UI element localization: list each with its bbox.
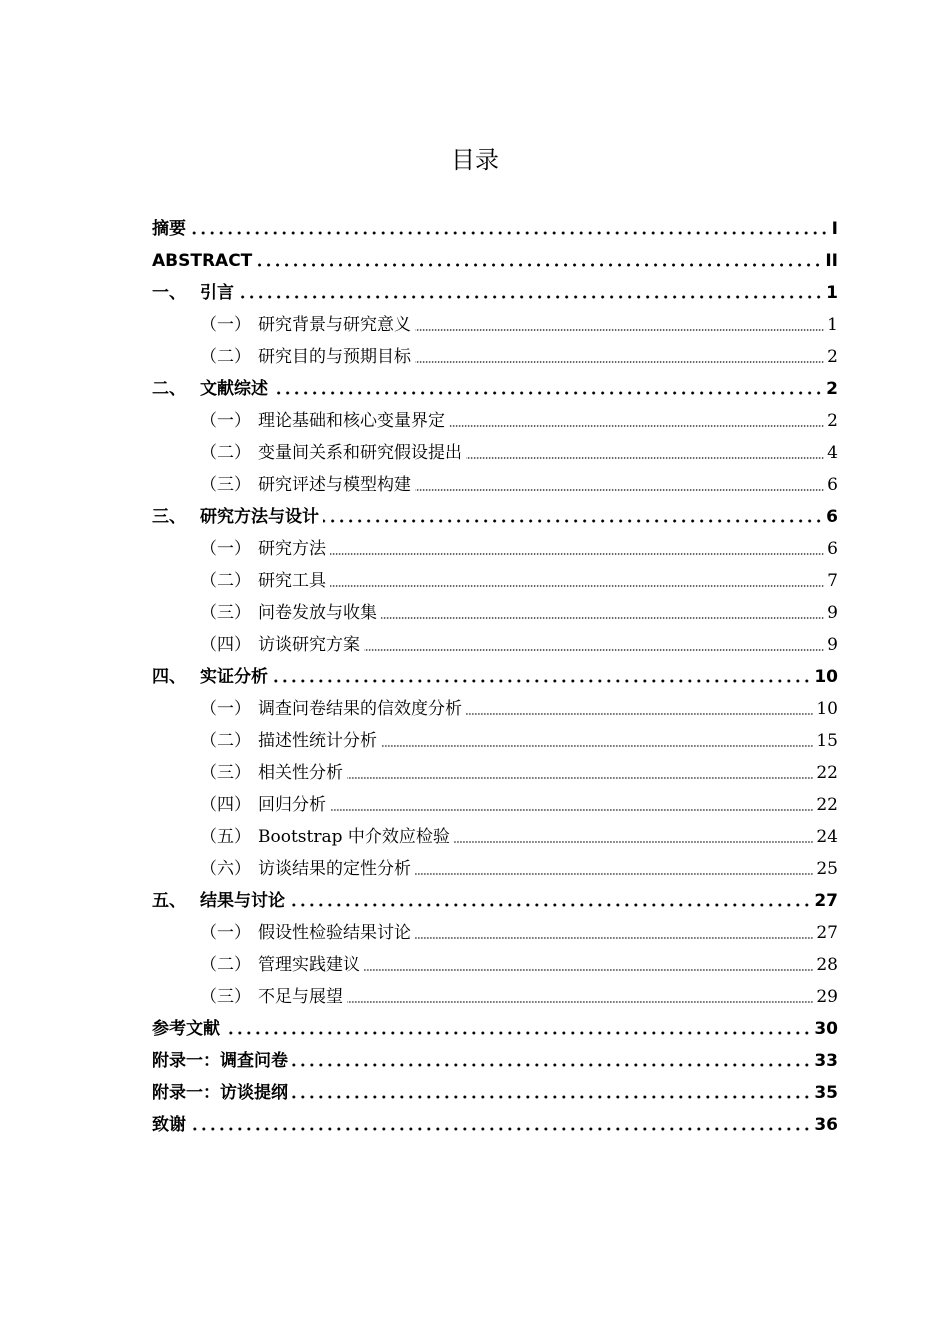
toc-entry-label: Bootstrap 中介效应检验 (258, 827, 450, 847)
toc-entry-number: （六） (200, 859, 251, 879)
toc-entry-number: （一） (200, 315, 251, 335)
toc-entry-label: 研究工具 (258, 571, 326, 591)
toc-section-entry[interactable] (152, 596, 838, 628)
dot-leader (347, 1001, 813, 1003)
toc-entry-page-number: 6 (827, 539, 838, 559)
toc-entry-label: 附录一：访谈提纲 (152, 1083, 288, 1103)
toc-chapter-entry[interactable] (152, 1108, 838, 1140)
toc-entry-number: （一） (200, 411, 251, 431)
toc-chapter-entry[interactable] (152, 244, 838, 276)
dot-leader (272, 679, 811, 683)
toc-section-entry[interactable] (152, 852, 838, 884)
toc-entry-label: 假设性检验结果讨论 (258, 923, 411, 943)
toc-entry-number: （二） (200, 571, 251, 591)
toc-entry-page-number: 33 (814, 1051, 838, 1071)
toc-entry-page-number: 29 (816, 987, 838, 1007)
toc-entry-label: 研究方法 (258, 539, 326, 559)
toc-entry-label: 调查问卷结果的信效度分析 (258, 699, 462, 719)
toc-section-entry[interactable] (152, 692, 838, 724)
dot-leader (415, 329, 824, 331)
toc-entry-page-number: 27 (814, 891, 838, 911)
toc-entry-number: （四） (200, 635, 251, 655)
toc-entry-page-number: 2 (827, 411, 838, 431)
toc-chapter-entry[interactable] (152, 660, 838, 692)
toc-entry-number: （二） (200, 443, 251, 463)
toc-entry-label: 变量间关系和研究假设提出 (258, 443, 462, 463)
toc-section-entry[interactable] (152, 788, 838, 820)
toc-section-entry[interactable] (152, 404, 838, 436)
dot-leader (256, 263, 822, 267)
dot-leader (466, 713, 813, 715)
toc-entry-label: 实证分析 (200, 667, 268, 687)
toc-entry-label: 引言 (200, 283, 234, 303)
toc-section-entry[interactable] (152, 564, 838, 596)
toc-entry-label: 研究背景与研究意义 (258, 315, 411, 335)
toc-entry-page-number: I (831, 219, 838, 239)
toc-entry-page-number: 7 (827, 571, 838, 591)
toc-entry-page-number: 22 (816, 763, 838, 783)
dot-leader (330, 553, 824, 555)
toc-entry-number: （三） (200, 475, 251, 495)
toc-section-entry[interactable] (152, 948, 838, 980)
toc-entry-page-number: 25 (816, 859, 838, 879)
toc-entry-label: 致谢 (152, 1115, 186, 1135)
toc-section-entry[interactable] (152, 436, 838, 468)
toc-entry-label: 问卷发放与收集 (258, 603, 377, 623)
toc-chapter-entry[interactable] (152, 1076, 838, 1108)
dot-leader (190, 1127, 811, 1131)
toc-entry-number: 二、 (152, 379, 186, 399)
dot-leader (289, 903, 811, 907)
dot-leader (415, 937, 813, 939)
toc-entry-page-number: 6 (827, 475, 838, 495)
dot-leader (190, 231, 829, 235)
toc-entry-page-number: 1 (827, 315, 838, 335)
toc-entry-page-number: II (825, 251, 838, 271)
dot-leader (330, 809, 813, 811)
toc-section-entry[interactable] (152, 468, 838, 500)
dot-leader (466, 457, 824, 459)
toc-chapter-entry[interactable] (152, 884, 838, 916)
toc-entry-number: （一） (200, 923, 251, 943)
toc-entry-page-number: 9 (827, 635, 838, 655)
toc-entry-page-number: 9 (827, 603, 838, 623)
toc-entry-page-number: 35 (814, 1083, 838, 1103)
toc-entry-number: （三） (200, 763, 251, 783)
toc-entry-page-number: 28 (816, 955, 838, 975)
toc-entry-number: （二） (200, 347, 251, 367)
toc-entry-number: 四、 (152, 667, 186, 687)
toc-entry-page-number: 30 (814, 1019, 838, 1039)
dot-leader (415, 489, 824, 491)
toc-entry-number: 五、 (152, 891, 186, 911)
toc-entry-page-number: 10 (816, 699, 838, 719)
toc-entry-label: 回归分析 (258, 795, 326, 815)
dot-leader (449, 425, 824, 427)
toc-entry-label: 不足与展望 (258, 987, 343, 1007)
dot-leader (415, 873, 813, 875)
dot-leader (323, 519, 823, 523)
dot-leader (292, 1063, 811, 1067)
toc-chapter-entry[interactable] (152, 1044, 838, 1076)
toc-entry-number: （二） (200, 731, 251, 751)
toc-entry-page-number: 6 (826, 507, 838, 527)
dot-leader (238, 295, 823, 299)
toc-section-entry[interactable] (152, 532, 838, 564)
toc-entry-page-number: 4 (827, 443, 838, 463)
toc-section-entry[interactable] (152, 724, 838, 756)
toc-entry-page-number: 1 (826, 283, 838, 303)
toc-entry-label: 附录一：调查问卷 (152, 1051, 288, 1071)
toc-section-entry[interactable] (152, 628, 838, 660)
toc-entry-number: （一） (200, 699, 251, 719)
dot-leader (364, 969, 813, 971)
dot-leader (364, 649, 824, 651)
toc-entry-number: （三） (200, 987, 251, 1007)
toc-entry-label: 摘要 (152, 219, 186, 239)
toc-chapter-entry[interactable] (152, 500, 838, 532)
toc-entry-label: 描述性统计分析 (258, 731, 377, 751)
toc-entry-number: 一、 (152, 283, 186, 303)
toc-entry-label: 文献综述 (200, 379, 268, 399)
toc-chapter-entry[interactable] (152, 212, 838, 244)
toc-section-entry[interactable] (152, 308, 838, 340)
toc-entry-number: 三、 (152, 507, 186, 527)
toc-section-entry[interactable] (152, 916, 838, 948)
toc-entry-number: （二） (200, 955, 251, 975)
toc-chapter-entry[interactable] (152, 276, 838, 308)
toc-section-entry[interactable] (152, 980, 838, 1012)
toc-entry-page-number: 27 (816, 923, 838, 943)
page-title: 目录 (451, 146, 499, 174)
toc-entry-page-number: 36 (814, 1115, 838, 1135)
toc-entry-number: （三） (200, 603, 251, 623)
toc-section-entry[interactable] (152, 340, 838, 372)
toc-entry-label: 参考文献 (152, 1019, 220, 1039)
dot-leader (454, 841, 813, 843)
toc-entry-page-number: 2 (827, 347, 838, 367)
toc-entry-label: 研究方法与设计 (200, 507, 319, 527)
dot-leader (415, 361, 824, 363)
toc-entry-label: 管理实践建议 (258, 955, 360, 975)
table-of-contents (152, 212, 838, 1140)
toc-entry-label: 研究评述与模型构建 (258, 475, 411, 495)
dot-leader (224, 1031, 811, 1035)
toc-entry-number: （一） (200, 539, 251, 559)
toc-entry-label: 研究目的与预期目标 (258, 347, 411, 367)
dot-leader (272, 391, 823, 395)
toc-entry-label: 理论基础和核心变量界定 (258, 411, 445, 431)
toc-chapter-entry[interactable] (152, 1012, 838, 1044)
dot-leader (381, 745, 813, 747)
dot-leader (292, 1095, 811, 1099)
toc-entry-page-number: 15 (816, 731, 838, 751)
toc-entry-number: （四） (200, 795, 251, 815)
dot-leader (381, 617, 824, 619)
toc-chapter-entry[interactable] (152, 372, 838, 404)
toc-entry-label: 访谈研究方案 (258, 635, 360, 655)
toc-entry-page-number: 2 (826, 379, 838, 399)
toc-section-entry[interactable] (152, 756, 838, 788)
toc-entry-page-number: 10 (814, 667, 838, 687)
toc-entry-label: 结果与讨论 (200, 891, 285, 911)
toc-entry-page-number: 24 (816, 827, 838, 847)
toc-entry-page-number: 22 (816, 795, 838, 815)
toc-section-entry[interactable] (152, 820, 838, 852)
dot-leader (330, 585, 824, 587)
dot-leader (347, 777, 813, 779)
toc-entry-label: ABSTRACT (152, 251, 253, 271)
toc-entry-number: （五） (200, 827, 251, 847)
toc-entry-label: 相关性分析 (258, 763, 343, 783)
toc-entry-label: 访谈结果的定性分析 (258, 859, 411, 879)
